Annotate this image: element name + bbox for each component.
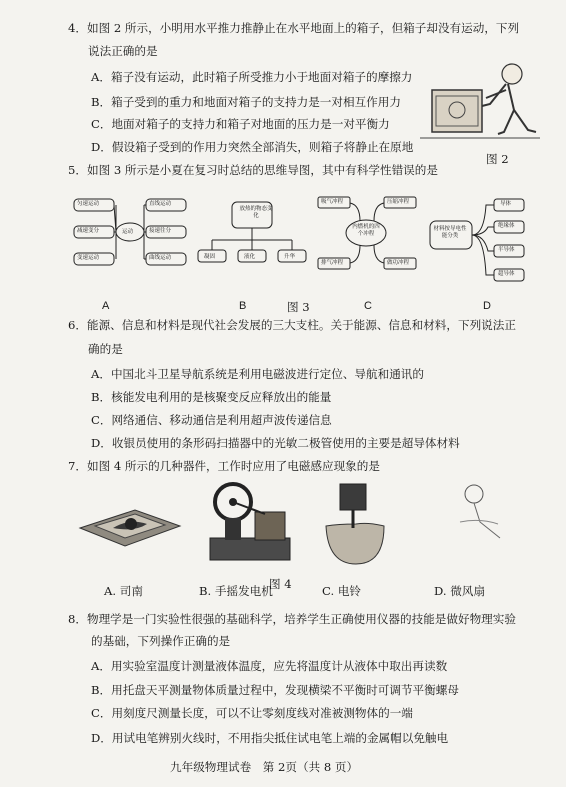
map-c-item-4: 做功冲程 [387, 260, 410, 266]
map-a-center: 运动 [122, 229, 134, 235]
q8-option-d: D．用试电笔辨别火线时，不用指尖抵住试电笔上端的金属帽以免触电 [91, 731, 449, 745]
q6-option-a: A．中国北斗卫星导航系统是利用电磁波进行定位、导航和通讯的 [91, 367, 424, 381]
q7-option-d: D. 微风扇 [434, 584, 486, 598]
map-label-b: B [239, 300, 247, 312]
map-d-item-4: 超导体 [498, 271, 515, 277]
q6-option-b: B．核能发电利用的是核聚变反应释放出的能量 [91, 390, 332, 404]
q6-stem-line1: 6．能源、信息和材料是现代社会发展的三大支柱。关于能源、信息和材料，下列说法正 [68, 318, 516, 332]
map-b-bottom-3: 升华 [284, 254, 296, 260]
map-a-left-2: 减速变分 [77, 228, 100, 234]
q7-option-c: C. 电铃 [322, 584, 362, 598]
map-d-center: 材料按导电性能分类 [433, 226, 467, 239]
map-d-item-2: 绝缘体 [498, 223, 515, 229]
map-label-d: D [483, 300, 491, 312]
figure-2-caption: 图 2 [486, 152, 509, 166]
map-label-a: A [102, 300, 110, 312]
q7-option-a: A. 司南 [104, 584, 143, 598]
electric-bell-illustration [318, 478, 388, 568]
q4-option-d: D．假设箱子受到的作用力突然全部消失，则箱子将静止在原地 [91, 140, 414, 154]
map-c-center: 内燃机的四个冲程 [352, 224, 380, 237]
map-d-item-3: 半导体 [498, 247, 515, 253]
map-a-left-3: 变速运动 [77, 255, 100, 261]
q7-stem: 7．如图 4 所示的几种器件，工作时应用了电磁感应现象的是 [68, 459, 380, 473]
q8-option-b: B．用托盘天平测量物体质量过程中，发现横梁不平衡时可调节平衡螺母 [91, 683, 459, 697]
figure-4-caption: 图 4 [269, 577, 292, 591]
q8-stem-line1: 8．物理学是一门实验性很强的基础科学，培养学生正确使用仪器的技能是做好物理实验 [68, 612, 516, 626]
q4-option-a: A．箱子没有运动，此时箱子所受推力小于地面对箱子的摩擦力 [91, 70, 413, 84]
hand-generator-illustration [205, 478, 295, 568]
q4-stem-line2: 说法正确的是 [88, 44, 158, 58]
map-a-right-3: 曲线运动 [149, 255, 172, 261]
boy-pushing-box-illustration [420, 60, 550, 150]
map-a-right-2: 接速往分 [149, 228, 172, 234]
q6-stem-line2: 确的是 [88, 342, 123, 356]
compass-sinan-illustration [75, 488, 185, 548]
q6-option-c: C．网络通信、移动通信是利用超声波传递信息 [91, 413, 332, 427]
map-b-bottom-1: 凝固 [204, 254, 216, 260]
q8-stem-line2: 的基础，下列操作正确的是 [91, 634, 231, 648]
q8-option-a: A．用实验室温度计测量液体温度，应先将温度计从液体中取出再读数 [91, 659, 448, 673]
q4-option-b: B．箱子受到的重力和地面对箱子的支持力是一对相互作用力 [91, 95, 401, 109]
q5-stem: 5．如图 3 所示是小夏在复习时总结的思维导图，其中有科学性错误的是 [68, 163, 438, 177]
map-c-item-3: 排气冲程 [321, 260, 344, 266]
map-label-c: C [364, 300, 372, 312]
map-d-item-1: 导体 [500, 201, 512, 207]
q4-option-c: C．地面对箱子的支持力和箱子对地面的压力是一对平衡力 [91, 117, 390, 131]
map-b-bottom-2: 液化 [244, 254, 256, 260]
map-c-item-1: 吸气冲程 [321, 199, 344, 205]
page-footer: 九年级物理试卷 第 2页（共 8 页） [170, 760, 359, 774]
figure-3-caption: 图 3 [287, 300, 310, 314]
map-a-right-1: 直线运动 [149, 201, 172, 207]
q7-option-b: B. 手摇发电机 [199, 584, 273, 598]
q8-option-c: C．用刻度尺测量长度，可以不让零刻度线对准被测物体的一端 [91, 706, 413, 720]
map-a-left-1: 匀速运动 [77, 201, 100, 207]
micro-fan-illustration [440, 478, 530, 558]
q6-option-d: D．收银员使用的条形码扫描器中的光敏二极管使用的主要是超导体材料 [91, 436, 460, 450]
q4-stem-line1: 4．如图 2 所示，小明用水平推力推静止在水平地面上的箱子，但箱子却没有运动，下列 [68, 21, 520, 35]
map-c-item-2: 压缩冲程 [387, 199, 410, 205]
map-b-top: 放热的物态变化 [239, 206, 273, 219]
mind-map-d [426, 195, 541, 285]
